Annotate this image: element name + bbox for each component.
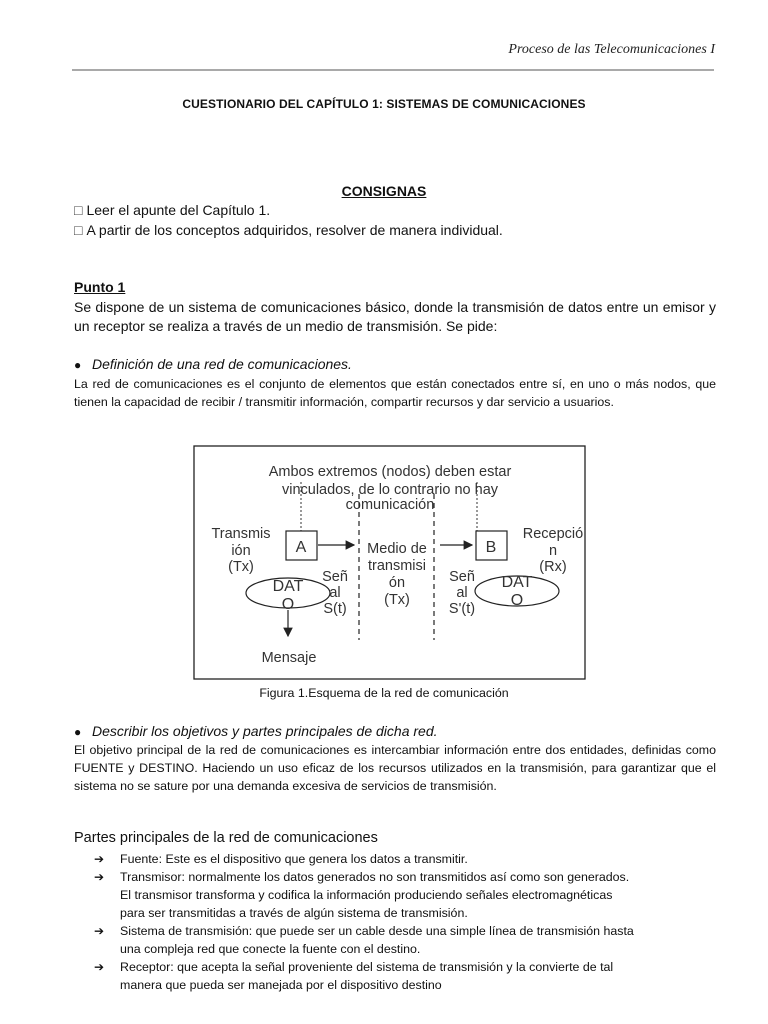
arrow-bullet-icon: ➔ bbox=[94, 960, 105, 974]
checkbox-glyph-icon: □ bbox=[74, 222, 83, 238]
list-item-text: El transmisor transforma y codifica la información produciendo señales electromagnéticas bbox=[120, 888, 613, 902]
top-note-line: Ambos extremos (nodos) deben estar bbox=[268, 464, 512, 480]
senal-left-label: al bbox=[329, 585, 341, 601]
senal-right-label: al bbox=[456, 585, 468, 601]
bullet-icon: ● bbox=[74, 358, 82, 372]
consigna-item-text: Leer el apunte del Capítulo 1. bbox=[86, 202, 271, 218]
tx-label: Transmis bbox=[211, 526, 271, 542]
medio-label: Medio de bbox=[367, 541, 427, 557]
top-note-line: vinculados, de lo contrario no hay bbox=[281, 482, 499, 498]
medio-label: ón bbox=[388, 575, 406, 591]
figure-caption: Figura 1.Esquema de la red de comunicación bbox=[259, 686, 509, 700]
list-item bbox=[94, 922, 724, 958]
dato-right-label: O bbox=[510, 592, 524, 609]
medio-label: (Tx) bbox=[384, 592, 410, 608]
objetivos-text: El objetivo principal de la red de comunicaciones es intercambiar información entre dos entidades, definidas como FUENTE y DESTINO. Haciendo un uso eficaz de los recursos utilizados en la transmisión, para garantizar que el sistema no se sature por una demanda excesiva de servicios de transmisión. bbox=[74, 743, 716, 793]
rx-label: Recepció bbox=[522, 526, 584, 542]
list-item bbox=[94, 850, 724, 868]
checkbox-glyph-icon: □ bbox=[74, 202, 83, 218]
bullet-objetivos bbox=[74, 723, 438, 739]
bullet-label: Definición de una red de comunicaciones. bbox=[92, 356, 352, 372]
list-item-text: Sistema de transmisión: que puede ser un cable desde una simple línea de transmisión hasta bbox=[120, 924, 634, 938]
consigna-item-text: A partir de los conceptos adquiridos, resolver de manera individual. bbox=[86, 222, 503, 238]
rx-label: (Rx) bbox=[539, 559, 567, 575]
list-item-text: una compleja red que conecte la fuente con el destino. bbox=[120, 942, 421, 956]
senal-right-label: S'(t) bbox=[448, 601, 476, 617]
arrow-bullet-icon: ➔ bbox=[94, 852, 105, 866]
top-note-line: comunicación bbox=[345, 497, 435, 513]
consignas-heading: CONSIGNAS bbox=[341, 183, 427, 199]
partes-heading: Partes principales de la red de comunicaciones bbox=[74, 830, 378, 846]
partes-list bbox=[94, 850, 724, 994]
tx-label: (Tx) bbox=[228, 559, 254, 575]
list-item bbox=[94, 868, 724, 922]
arrow-bullet-icon: ➔ bbox=[94, 924, 105, 938]
senal-left-label: Señ bbox=[322, 569, 348, 585]
document-title: CUESTIONARIO DEL CAPÍTULO 1: SISTEMAS DE COMUNICACIONES bbox=[182, 97, 586, 111]
definicion-text: La red de comunicaciones es el conjunto de elementos que están conectados entre sí, en uno o más nodos, que tienen la capacidad de recibir / transmitir información, compartir recursos y dar servicio a usuarios. bbox=[74, 377, 716, 409]
arrow-bullet-icon: ➔ bbox=[94, 870, 105, 884]
tx-label: ión bbox=[231, 543, 251, 559]
dato-left-label: O bbox=[281, 596, 295, 613]
bullet-label: Describir los objetivos y partes principales de dicha red. bbox=[92, 723, 438, 739]
medio-label: transmisi bbox=[367, 558, 427, 574]
list-item bbox=[94, 958, 724, 994]
header-title: Proceso de las Telecomunicaciones I bbox=[508, 42, 715, 57]
node-a-label: A bbox=[295, 539, 307, 556]
dato-left-label: DAT bbox=[272, 578, 304, 595]
senal-right-label: Señ bbox=[449, 569, 475, 585]
punto-1-intro: Se dispone de un sistema de comunicaciones básico, donde la transmisión de datos entre un emisor y un receptor se realiza a través de un medio de transmisión. Se pide: bbox=[74, 299, 716, 334]
list-item-text: manera que pueda ser manejada por el dispositivo destino bbox=[120, 978, 442, 992]
list-item-text: Transmisor: normalmente los datos generados no son transmitidos así como son generados. bbox=[120, 870, 630, 884]
list-item-text: para ser transmitidas a través de algún sistema de transmisión. bbox=[120, 906, 468, 920]
rx-label: n bbox=[548, 543, 558, 559]
dato-right-label: DAT bbox=[501, 574, 533, 591]
punto-1-heading: Punto 1 bbox=[74, 279, 126, 295]
mensaje-label: Mensaje bbox=[261, 650, 317, 666]
list-item-text: Receptor: que acepta la señal proveniente del sistema de transmisión y la convierte de tal bbox=[120, 960, 614, 974]
bullet-icon: ● bbox=[74, 725, 82, 739]
node-b-label: B bbox=[485, 539, 497, 556]
list-item-text: Fuente: Este es el dispositivo que genera los datos a transmitir. bbox=[120, 852, 468, 866]
senal-left-label: S(t) bbox=[323, 601, 347, 617]
